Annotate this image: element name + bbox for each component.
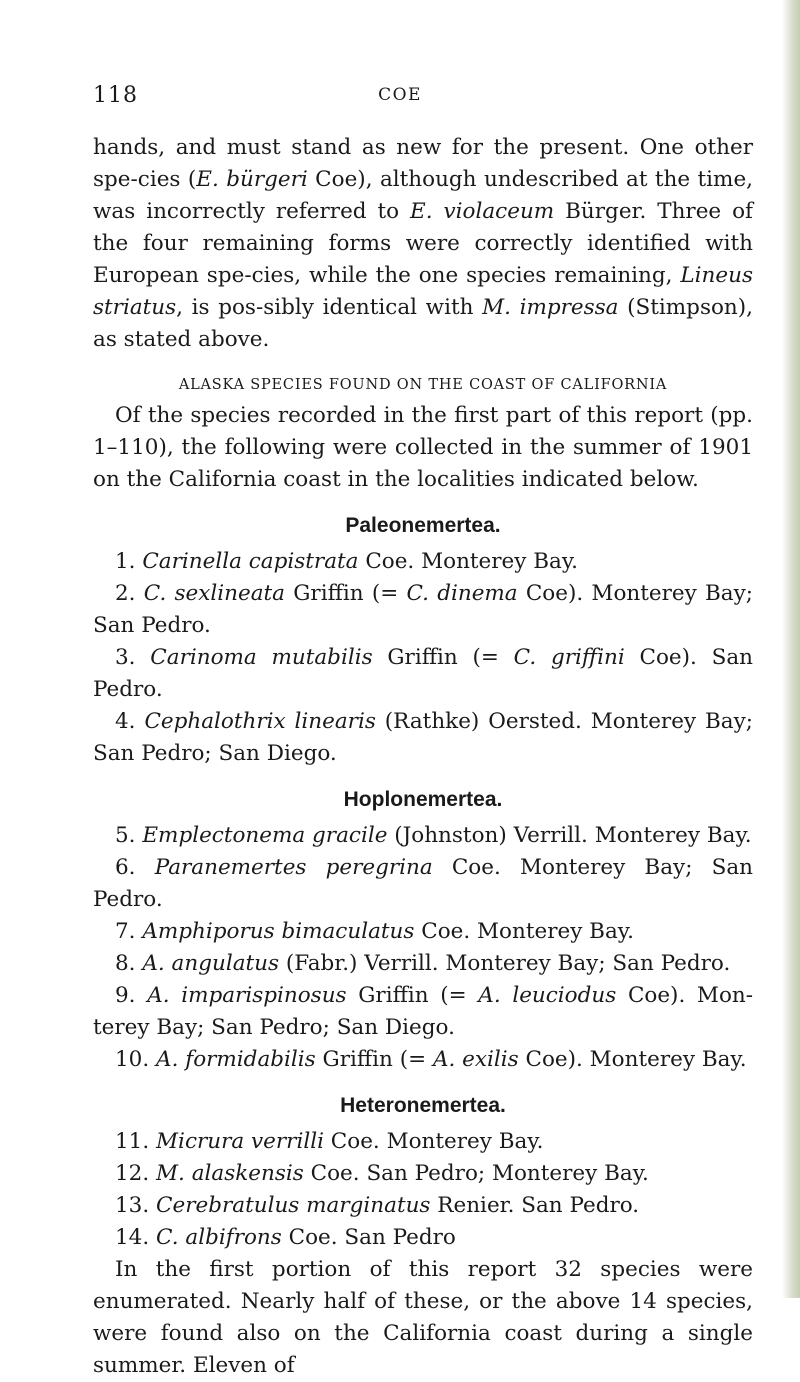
- species-entry: [93, 642, 753, 706]
- species-entry: [93, 916, 753, 948]
- entry-text-rest: Coe). Monterey Bay.: [518, 1047, 747, 1072]
- intro-paragraph: hands, and must stand as new for the present. One other spe-cies (E. bürgeri Coe), although undescribed at the time, was incorrectly referred to E. violaceum Bürger. Three of the four remaining forms were correctly identified with European spe-cies, while the one species remaining, Lineus striatus, is pos-sibly identical with M. impressa (Stimpson), as stated above.: [93, 135, 753, 352]
- species-entry: [93, 852, 753, 916]
- species-name: Carinella capistrata: [142, 549, 359, 574]
- entry-text: Renier. San Pedro.: [430, 1193, 640, 1218]
- species-name: A. imparispinosus: [147, 983, 347, 1008]
- entry-number: 3.: [115, 645, 136, 670]
- page-header: [0, 83, 800, 113]
- entry-text-rest: Coe). San Pedro.: [93, 645, 754, 702]
- species-name: Paranemertes peregrina: [154, 855, 433, 880]
- entry-number: 1.: [115, 549, 136, 574]
- species-entry: [93, 706, 753, 770]
- species-name: Cephalothrix linearis: [144, 709, 376, 734]
- species-entry: [93, 820, 753, 852]
- species-entry: [93, 578, 753, 642]
- entry-text: Griffin (=: [346, 983, 479, 1008]
- entry-text-rest: Coe). Mon-terey Bay; San Pedro; San Diego.: [93, 983, 754, 1040]
- section-heading: ALASKA SPECIES FOUND ON THE COAST OF CALIFORNIA: [178, 377, 668, 393]
- species-name: C. sexlineata: [143, 581, 286, 606]
- species-name: Emplectonema gracile: [142, 823, 388, 848]
- species-name: M. alaskensis: [156, 1161, 304, 1186]
- page-number: 118: [93, 83, 138, 108]
- entry-text: Griffin (=: [372, 645, 514, 670]
- species-entry: [93, 1222, 753, 1254]
- species-entry: [93, 1126, 753, 1158]
- species-name: Carinoma mutabilis: [150, 645, 373, 670]
- entry-text: Coe. Monterey Bay.: [358, 549, 578, 574]
- group-heading: Paleonemertea.: [345, 514, 501, 537]
- page-body: [93, 132, 753, 1382]
- entry-number: 2.: [115, 581, 136, 606]
- running-head: COE: [378, 85, 422, 105]
- entry-text: Coe. Monterey Bay.: [414, 919, 634, 944]
- species-entry: [93, 980, 753, 1044]
- group-heading: Heteronemertea.: [340, 1094, 506, 1117]
- species-entry: [93, 1158, 753, 1190]
- entry-number: 10.: [115, 1047, 150, 1072]
- entry-text: Coe. San Pedro; Monterey Bay.: [303, 1161, 649, 1186]
- page-edge-shading: [782, 0, 800, 1298]
- species-list: [93, 510, 753, 1254]
- entry-text: Griffin (=: [285, 581, 407, 606]
- species-name: Cerebratulus marginatus: [156, 1193, 431, 1218]
- synonym-name: C. dinema: [406, 581, 518, 606]
- entry-number: 4.: [115, 709, 136, 734]
- entry-text: (Johnston) Verrill. Monterey Bay.: [387, 823, 752, 848]
- entry-number: 7.: [115, 919, 136, 944]
- entry-number: 12.: [115, 1161, 150, 1186]
- entry-text: Coe. San Pedro: [281, 1225, 456, 1250]
- species-name: Amphiporus bimaculatus: [142, 919, 415, 944]
- entry-number: 14.: [115, 1225, 150, 1250]
- entry-number: 11.: [115, 1129, 150, 1154]
- species-entry: [93, 1044, 753, 1076]
- section-intro-paragraph: Of the species recorded in the first part of this report (pp. 1–110), the following were collected in the summer of 1901 on the California coast in the localities indicated below.: [93, 403, 753, 492]
- species-entry: [93, 546, 753, 578]
- species-name: Micrura verrilli: [156, 1129, 324, 1154]
- entry-text: (Rathke) Oersted. Monterey Bay; San Pedro; San Diego.: [93, 709, 753, 766]
- species-name: A. formidabilis: [156, 1047, 316, 1072]
- entry-number: 9.: [115, 983, 136, 1008]
- entry-number: 8.: [115, 951, 136, 976]
- closing-paragraph: In the first portion of this report 32 species were enumerated. Nearly half of these, or the above 14 species, were found also on the California coast during a single summer. Eleven of: [93, 1257, 753, 1378]
- species-name: C. albifrons: [156, 1225, 282, 1250]
- species-entry: [93, 948, 753, 980]
- entry-text: Griffin (=: [315, 1047, 433, 1072]
- synonym-name: A. exilis: [432, 1047, 519, 1072]
- entry-number: 6.: [115, 855, 136, 880]
- synonym-name: C. griffini: [513, 645, 625, 670]
- entry-text: Coe. Monterey Bay.: [323, 1129, 544, 1154]
- species-name: A. angulatus: [142, 951, 280, 976]
- group-heading: Hoplonemertea.: [343, 788, 503, 811]
- entry-number: 5.: [115, 823, 136, 848]
- entry-text-rest: Coe). Monterey Bay; San Pedro.: [93, 581, 753, 638]
- entry-text: Coe. Monterey Bay; San Pedro.: [93, 855, 753, 912]
- entry-number: 13.: [115, 1193, 150, 1218]
- species-entry: [93, 1190, 753, 1222]
- synonym-name: A. leuciodus: [478, 983, 617, 1008]
- entry-text: (Fabr.) Verrill. Monterey Bay; San Pedro.: [279, 951, 731, 976]
